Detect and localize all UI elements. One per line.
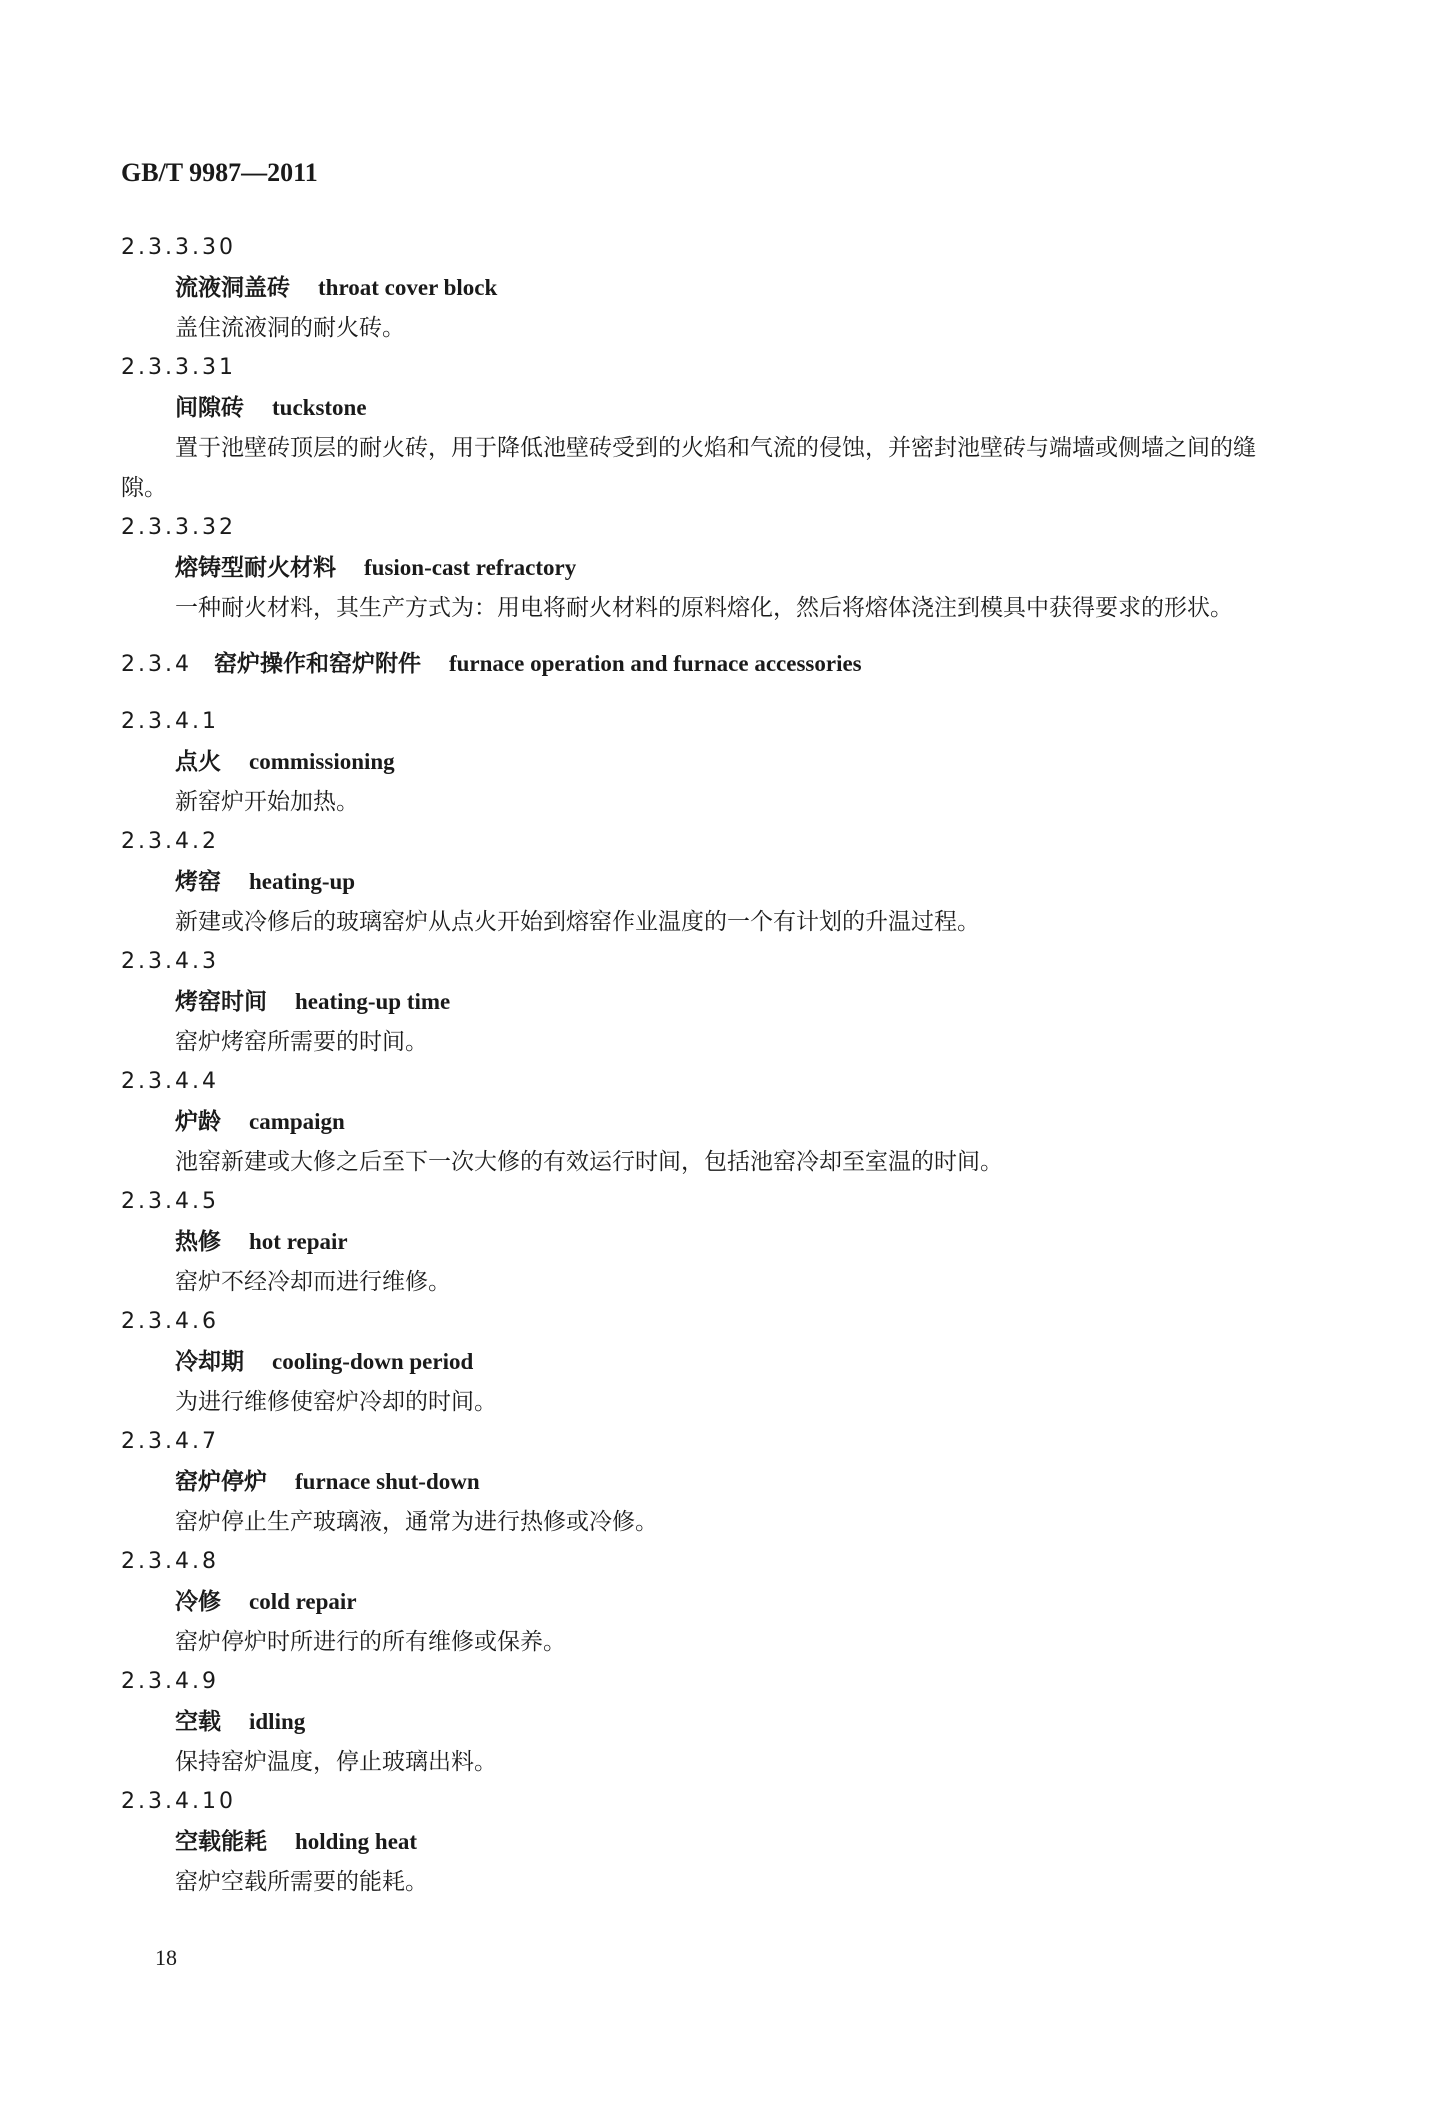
entry-term: [121, 268, 1281, 308]
section-title-zh: 窑炉操作和窑炉附件: [213, 650, 421, 677]
entry-number: 2.3.4.1: [121, 709, 219, 734]
section-title-en: furnace operation and furnace accessories: [448, 651, 862, 676]
entry-number: 2.3.3.31: [121, 355, 236, 380]
term-zh: 空载: [175, 1708, 221, 1735]
term-zh: 点火: [175, 748, 221, 775]
term-entry: [121, 1662, 1281, 1782]
term-zh: 熔铸型耐火材料: [175, 554, 336, 581]
term-entry: [121, 228, 1281, 348]
entry-number: 2.3.4.4: [121, 1069, 219, 1094]
entry-term: [121, 388, 1281, 428]
entry-number: 2.3.3.30: [121, 235, 236, 260]
entry-number: 2.3.4.2: [121, 829, 219, 854]
term-zh: 烤窑时间: [175, 988, 267, 1015]
term-en: throat cover block: [318, 275, 498, 300]
term-entry: [121, 702, 1281, 822]
section-number: 2.3.4: [121, 652, 192, 677]
entry-term: [121, 1462, 1281, 1502]
page-number: 18: [155, 1945, 177, 1970]
term-en: heating-up: [249, 869, 356, 894]
entry-definition: 窑炉空载所需要的能耗。: [175, 1869, 428, 1895]
entry-definition: 盖住流液洞的耐火砖。: [175, 315, 405, 341]
term-en: cold repair: [249, 1589, 357, 1614]
term-en: fusion-cast refractory: [364, 555, 577, 580]
section-heading: [121, 644, 1281, 684]
entry-term: [121, 1102, 1281, 1142]
entry-number: 2.3.4.8: [121, 1549, 219, 1574]
term-en: idling: [249, 1709, 306, 1734]
term-zh: 冷却期: [175, 1348, 244, 1375]
entries-content: [121, 228, 1281, 1902]
term-entry: [121, 942, 1281, 1062]
standard-code: GB/T 9987—2011: [121, 158, 318, 187]
entry-number: 2.3.4.5: [121, 1189, 219, 1214]
term-en: furnace shut-down: [295, 1469, 480, 1494]
term-zh: 窑炉停炉: [175, 1468, 267, 1495]
term-en: hot repair: [249, 1229, 348, 1254]
term-en: commissioning: [249, 749, 395, 774]
term-en: heating-up time: [295, 989, 451, 1014]
entry-term: [121, 1822, 1281, 1862]
term-zh: 烤窑: [175, 868, 221, 895]
term-entry: [121, 1062, 1281, 1182]
entry-term: [121, 1342, 1281, 1382]
entry-definition: 新窑炉开始加热。: [175, 789, 359, 815]
term-entry: [121, 1422, 1281, 1542]
term-zh: 流液洞盖砖: [175, 274, 290, 301]
entry-definition: 为进行维修使窑炉冷却的时间。: [175, 1389, 497, 1415]
term-zh: 冷修: [175, 1588, 221, 1615]
term-en: cooling-down period: [272, 1349, 474, 1374]
entry-term: [121, 1702, 1281, 1742]
term-entry: [121, 1302, 1281, 1422]
term-en: holding heat: [295, 1829, 418, 1854]
term-zh: 热修: [175, 1228, 221, 1255]
entry-definition: 保持窑炉温度，停止玻璃出料。: [175, 1749, 497, 1775]
entry-number: 2.3.4.6: [121, 1309, 219, 1334]
entry-term: [121, 548, 1281, 588]
term-zh: 间隙砖: [175, 394, 244, 421]
term-zh: 炉龄: [175, 1108, 221, 1135]
entry-term: [121, 982, 1281, 1022]
entry-definition: 窑炉停炉时所进行的所有维修或保养。: [175, 1629, 566, 1655]
entry-term: [121, 742, 1281, 782]
entry-number: 2.3.4.9: [121, 1669, 219, 1694]
entry-term: [121, 1582, 1281, 1622]
term-entry: [121, 822, 1281, 942]
term-entry: [121, 348, 1281, 508]
entry-term: [121, 862, 1281, 902]
entry-number: 2.3.4.7: [121, 1429, 219, 1454]
entry-definition: 新建或冷修后的玻璃窑炉从点火开始到熔窑作业温度的一个有计划的升温过程。: [175, 909, 980, 935]
entry-number: 2.3.4.10: [121, 1789, 236, 1814]
term-zh: 空载能耗: [175, 1828, 267, 1855]
entry-number: 2.3.4.3: [121, 949, 219, 974]
entry-definition: 窑炉不经冷却而进行维修。: [175, 1269, 451, 1295]
entry-definition: 池窑新建或大修之后至下一次大修的有效运行时间，包括池窑冷却至室温的时间。: [175, 1149, 1003, 1175]
term-entry: [121, 1782, 1281, 1902]
term-entry: [121, 508, 1281, 628]
entry-number: 2.3.3.32: [121, 515, 236, 540]
term-en: campaign: [249, 1109, 345, 1134]
entry-definition: 窑炉停止生产玻璃液，通常为进行热修或冷修。: [175, 1509, 658, 1535]
entry-definition: 一种耐火材料，其生产方式为：用电将耐火材料的原料熔化，然后将熔体浇注到模具中获得要求的形状。: [175, 595, 1233, 621]
term-entry: [121, 1182, 1281, 1302]
entry-definition: 窑炉烤窑所需要的时间。: [175, 1029, 428, 1055]
term-entry: [121, 1542, 1281, 1662]
entry-term: [121, 1222, 1281, 1262]
term-en: tuckstone: [272, 395, 367, 420]
entry-definition: 置于池壁砖顶层的耐火砖，用于降低池壁砖受到的火焰和气流的侵蚀，并密封池壁砖与端墙或侧墙之间的缝隙。: [121, 435, 1256, 501]
